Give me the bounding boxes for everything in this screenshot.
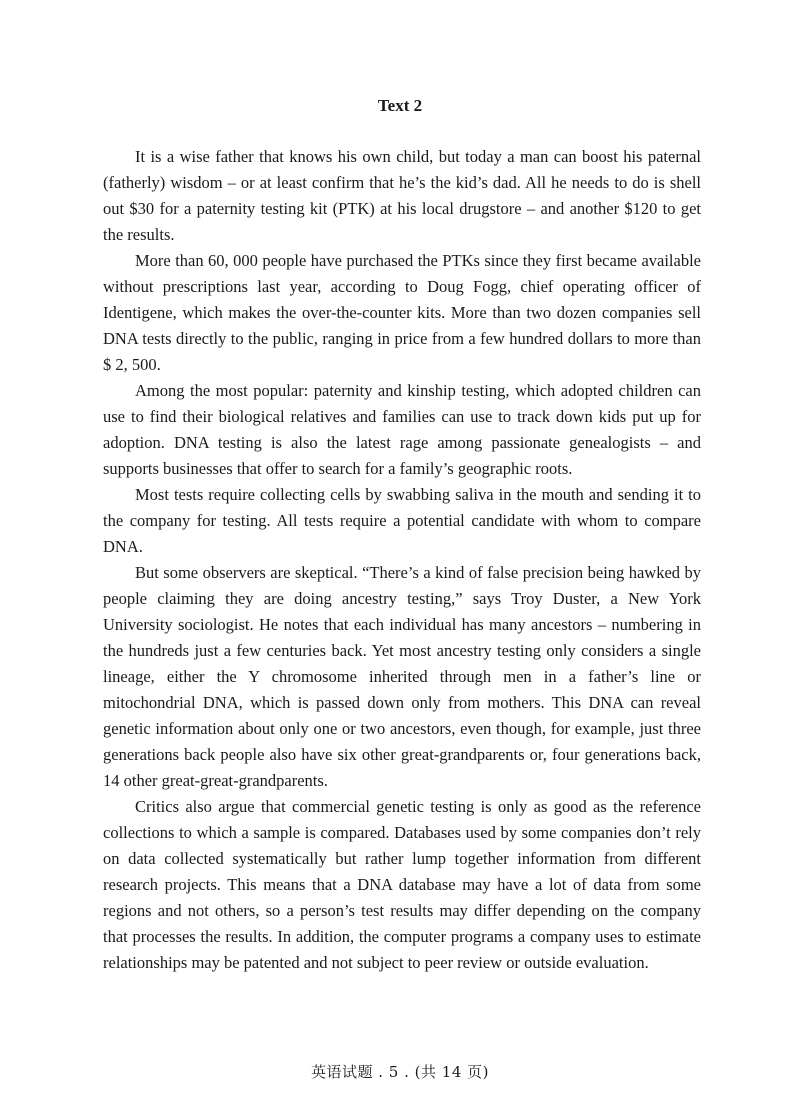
paragraph-1: It is a wise father that knows his own child, but today a man can boost his paternal (fatherly) wisdom – or at least confirm that he’s the kid’s dad. All he needs to do is shell out $30 for a paternity testing kit (PTK) at his local drugstore – and another $120 to get the results.	[103, 147, 701, 244]
passage-title: Text 2	[377, 96, 423, 115]
paragraph-5: But some observers are skeptical. “There’s a kind of false precision being hawked by people claiming they are doing ancestry testing,” says Troy Duster, a New York University sociologist. He notes that each individual has many ancestors – numbering in the hundreds just a few centuries back. Yet most ancestry testing only considers a single lineage, either the Y chromosome inherited through men in a father’s line or mitochondrial DNA, which is passed down only from mothers. This DNA can reveal genetic information about only one or two ancestors, even though, for example, just three generations back people also have six other great-grandparents or, four generations back, 14 other great-great-grandparents.	[103, 563, 701, 790]
paragraph-3: Among the most popular: paternity and kinship testing, which adopted children can use to find their biological relatives and families can use to track down kids put up for adoption. DNA testing is also the latest rage among passionate genealogists – and supports businesses that offer to search for a family’s geographic roots.	[103, 381, 701, 478]
page-footer: 英语试题 . 5 . (共 14 页)	[311, 1063, 489, 1081]
passage-body	[103, 144, 701, 976]
paragraph-4: Most tests require collecting cells by swabbing saliva in the mouth and sending it to the company for testing. All tests require a potential candidate with whom to compare DNA.	[103, 485, 701, 556]
paragraph-6: Critics also argue that commercial genetic testing is only as good as the reference collections to which a sample is compared. Databases used by some companies don’t rely on data collected systematically but rather lump together information from different research projects. This means that a DNA database may have a lot of data from some regions and not others, so a person’s test results may differ depending on the company that processes the results. In addition, the computer programs a company uses to estimate relationships may be patented and not subject to peer review or outside evaluation.	[103, 797, 701, 972]
paragraph-2: More than 60, 000 people have purchased the PTKs since they first became available without prescriptions last year, according to Doug Fogg, chief operating officer of Identigene, which makes the over-the-counter kits. More than two dozen companies sell DNA tests directly to the public, ranging in price from a few hundred dollars to more than $ 2, 500.	[103, 251, 701, 374]
